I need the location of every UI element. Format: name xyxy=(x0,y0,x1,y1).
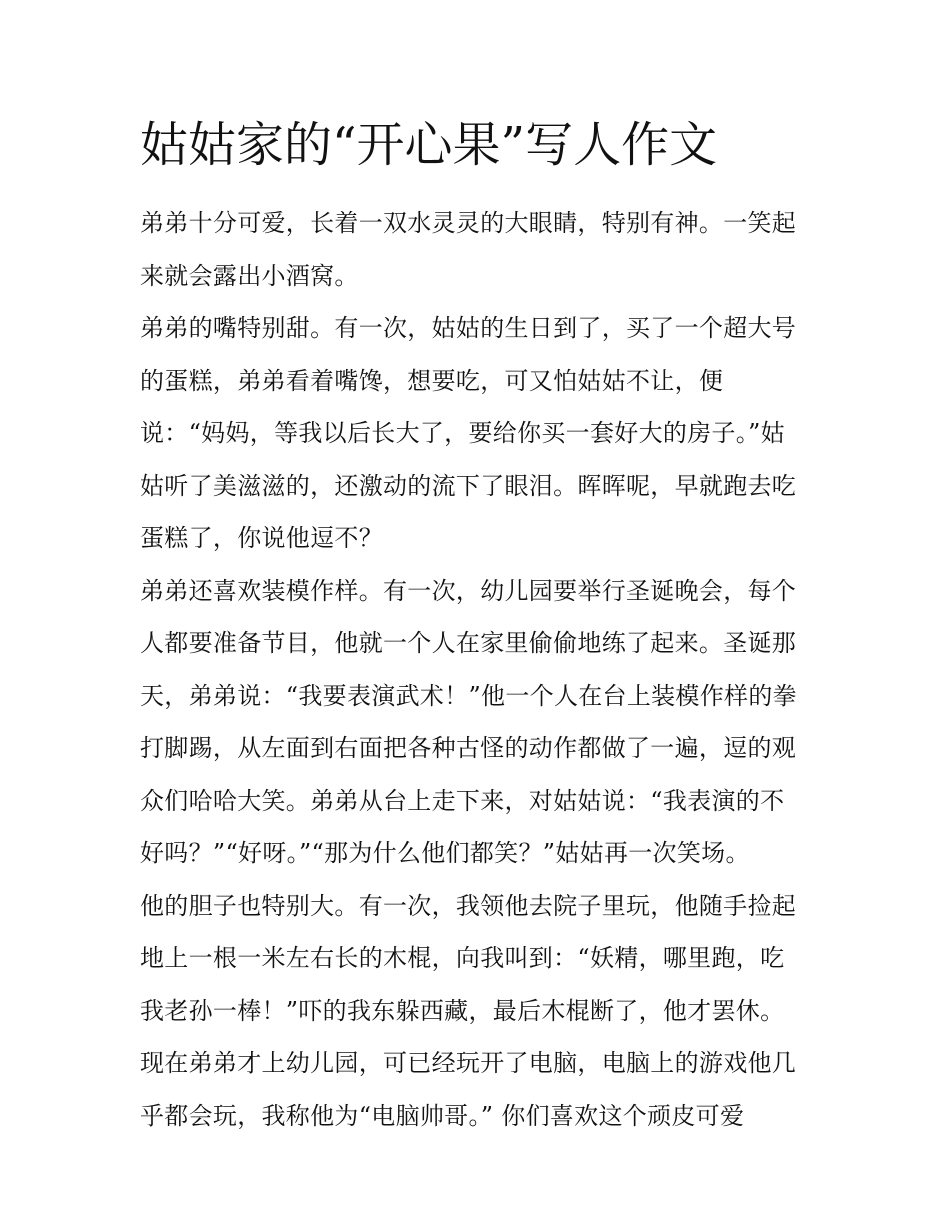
text-line: 众们哈哈大笑。弟弟从台上走下来，对姑姑说：“我表演的不 xyxy=(140,786,785,815)
text-line: 打脚踢，从左面到右面把各种古怪的动作都做了一遍，逗的观 xyxy=(140,734,797,762)
document-body xyxy=(140,197,820,1142)
text-line: 现在弟弟才上幼儿园，可已经玩开了电脑，电脑上的游戏他几 xyxy=(140,1049,797,1077)
document-title: 姑姑家的“开心果”写人作文 xyxy=(140,117,718,173)
text-line: 弟弟还喜欢装模作样。有一次，幼儿园要举行圣诞晚会，每个 xyxy=(140,576,797,605)
text-line: 姑听了美滋滋的，还激动的流下了眼泪。晖晖呢，早就跑去吃 xyxy=(140,471,797,500)
text-line: 地上一根一米左右长的木棍，向我叫到：“妖精，哪里跑，吃 xyxy=(140,944,785,972)
text-line: 他的胆子也特别大。有一次，我领他去院子里玩，他随手捡起 xyxy=(140,891,797,920)
text-line: 说：“妈妈，等我以后长大了，要给你买一套好大的房子。”姑 xyxy=(140,419,785,447)
text-line: 人都要准备节目，他就一个人在家里偷偷地练了起来。圣诞那 xyxy=(140,629,797,657)
text-line: 好吗？”“好呀。”“那为什么他们都笑？”姑姑再一次笑场。 xyxy=(140,839,750,867)
text-line: 的蛋糕，弟弟看着嘴馋，想要吃，可又怕姑姑不让，便 xyxy=(140,366,724,395)
text-line: 弟弟十分可爱，长着一双水灵灵的大眼睛，特别有神。一笑起 xyxy=(140,209,797,237)
text-line: 天，弟弟说：“我要表演武术！”他一个人在台上装模作样的拳 xyxy=(140,681,797,710)
text-line: 来就会露出小酒窝。 xyxy=(140,261,359,290)
text-line: 我老孙一棒！”吓的我东躲西藏，最后木棍断了，他才罢休。 xyxy=(140,996,785,1025)
text-line: 蛋糕了，你说他逗不？ xyxy=(140,524,383,552)
text-line: 弟弟的嘴特别甜。有一次，姑姑的生日到了，买了一个超大号 xyxy=(140,314,797,342)
text-line: 乎都会玩，我称他为“电脑帅哥。” 你们喜欢这个顽皮可爱 xyxy=(140,1101,745,1130)
